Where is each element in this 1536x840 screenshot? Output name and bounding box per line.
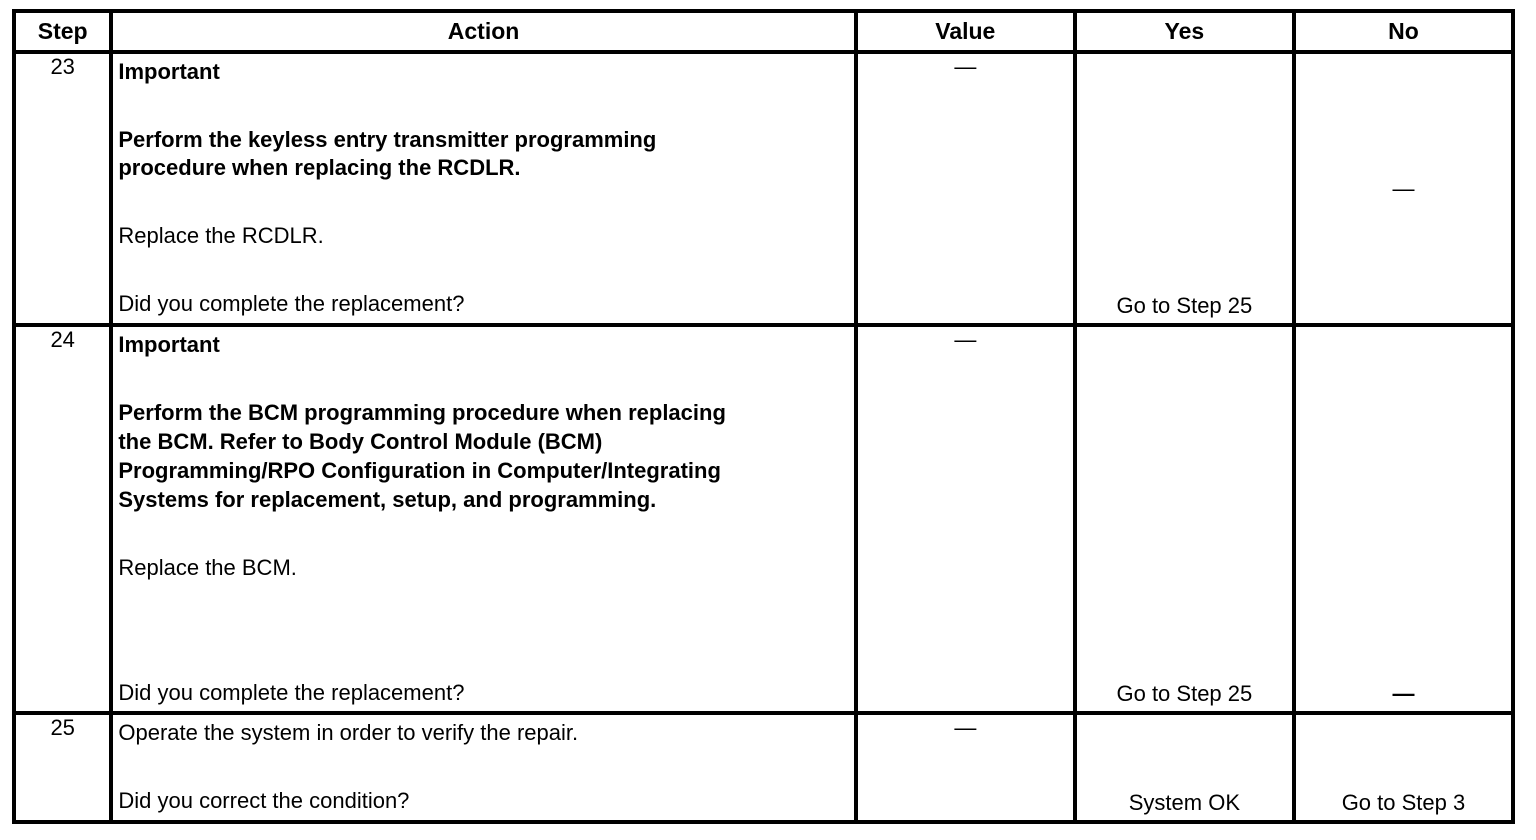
important-note-line: Perform the BCM programming procedure when replacing bbox=[118, 400, 726, 425]
table-row-step-25 bbox=[14, 713, 1513, 822]
question-text: Did you complete the replacement? bbox=[118, 680, 465, 705]
value-dash: — bbox=[954, 327, 977, 352]
yes-cell bbox=[1075, 325, 1294, 713]
action-cell bbox=[111, 52, 855, 325]
no-cell bbox=[1294, 713, 1513, 822]
action-cell bbox=[111, 325, 855, 713]
step-number: 23 bbox=[14, 52, 111, 325]
no-result: Go to Step 3 bbox=[1341, 790, 1466, 815]
question-text: Did you complete the replacement? bbox=[118, 291, 465, 316]
step-number: 24 bbox=[14, 325, 111, 713]
step-number: 25 bbox=[14, 713, 111, 822]
no-result: — bbox=[1392, 681, 1415, 706]
value-dash: — bbox=[954, 54, 977, 79]
important-note-line: procedure when replacing the RCDLR. bbox=[118, 155, 521, 180]
important-label: Important bbox=[118, 59, 220, 84]
header-action: Action bbox=[111, 11, 855, 52]
header-no: No bbox=[1294, 11, 1513, 52]
important-note-line: Systems for replacement, setup, and programming. bbox=[118, 487, 657, 512]
yes-result: System OK bbox=[1128, 790, 1240, 815]
no-result: — bbox=[1392, 175, 1415, 201]
yes-cell bbox=[1075, 52, 1294, 325]
instruction-text: Replace the RCDLR. bbox=[118, 223, 324, 248]
question-text: Did you correct the condition? bbox=[118, 788, 410, 813]
important-note-line: Programming/RPO Configuration in Computer/Integrating bbox=[118, 458, 721, 483]
action-cell bbox=[111, 713, 855, 822]
diagnostic-table bbox=[12, 9, 1515, 824]
header-value: Value bbox=[856, 11, 1075, 52]
important-note-line: the BCM. Refer to Body Control Module (BCM) bbox=[118, 429, 603, 454]
value-dash: — bbox=[954, 715, 977, 740]
table-row-step-24 bbox=[14, 325, 1513, 713]
header-row bbox=[14, 11, 1513, 52]
instruction-text: Operate the system in order to verify the repair. bbox=[118, 720, 579, 745]
no-cell bbox=[1294, 52, 1513, 325]
no-cell bbox=[1294, 325, 1513, 713]
important-label: Important bbox=[118, 332, 220, 357]
instruction-text: Replace the BCM. bbox=[118, 555, 297, 580]
value-cell bbox=[856, 713, 1075, 822]
yes-result: Go to Step 25 bbox=[1116, 681, 1253, 706]
important-note-line: Perform the keyless entry transmitter programming bbox=[118, 127, 657, 152]
header-step: Step bbox=[14, 11, 111, 52]
yes-result: Go to Step 25 bbox=[1116, 293, 1253, 318]
value-cell bbox=[856, 52, 1075, 325]
value-cell bbox=[856, 325, 1075, 713]
table-row-step-23 bbox=[14, 52, 1513, 325]
header-yes: Yes bbox=[1075, 11, 1294, 52]
yes-cell bbox=[1075, 713, 1294, 822]
